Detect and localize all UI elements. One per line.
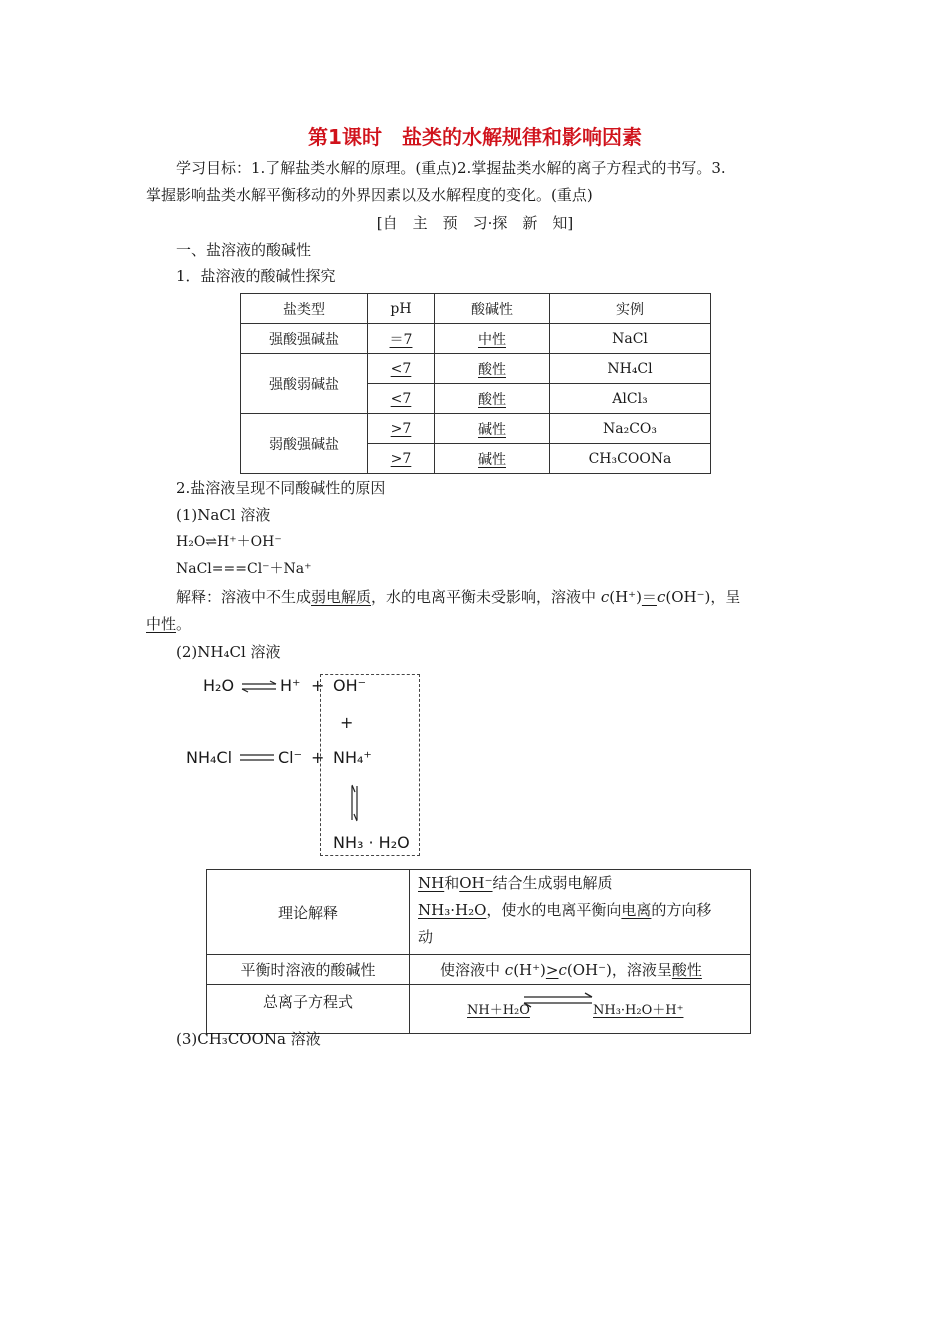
nature-cell: 酸性 [435,384,550,414]
text: 使溶液中 [440,961,505,979]
equation-right: NH₃·H₂O＋H⁺ [593,1003,684,1018]
nacl-equation-2: NaCl===Cl⁻＋Na⁺ [176,561,312,577]
text: c [504,961,514,979]
page-title: 第1课时 盐类的水解规律和影响因素 [308,125,642,149]
heading-2: 2.盐溶液呈现不同酸碱性的原因 [176,479,386,497]
answer-blank: OH⁻ [459,874,493,892]
text: c [656,588,666,606]
diagram-plus: + [311,676,325,695]
section-label: [自 主 预 习·探 新 知] [376,214,574,232]
ph-cell: ＝7 [368,324,435,354]
theory-line [418,870,750,897]
text: (OH⁻)，溶液呈 [566,961,672,979]
text: (OH⁻)，呈 [665,588,741,606]
salt-type-cell: 弱酸强碱盐 [241,414,368,474]
ph-cell: >7 [368,414,435,444]
nacl-explanation [176,587,740,607]
example-cell: NH₄Cl [550,354,711,384]
ph-cell: <7 [368,354,435,384]
objectives-line2: 掌握影响盐类水解平衡移动的外界因素以及水解程度的变化。(重点) [146,186,593,204]
nature-cell: 碱性 [435,444,550,474]
table-header: 实例 [550,294,711,324]
ch3coona-label: (3)CH₃COONa 溶液 [176,1030,321,1048]
text: (H⁺) [513,961,546,979]
equilibrium-arrow-icon [522,992,594,1008]
equation-left: NH＋H₂O [467,1003,530,1018]
row-label: 平衡时溶液的酸碱性 [207,955,410,985]
table-header: 盐类型 [241,294,368,324]
answer-blank: > [545,961,559,979]
answer-blank: 酸性 [671,961,702,979]
diagram-h-plus: H⁺ [280,676,301,695]
text: 。 [176,615,192,633]
text: (H⁺) [609,588,642,606]
reversible-down-arrow-icon [345,784,365,824]
theory-cell [410,870,751,955]
diagram-nh4cl: NH₄Cl [186,748,233,767]
text: ，使水的电离平衡向 [486,901,622,919]
equilibrium-arrow-icon [240,680,278,694]
diagram-h2o: H₂O [203,676,235,695]
text: 结合生成弱电解质 [492,874,613,892]
answer-blank: ＝ [641,588,657,606]
objectives-line1: 学习目标：1.了解盐类水解的原理。(重点)2.掌握盐类水解的离子方程式的书写。3. [176,159,726,177]
diagram-oh-minus: OH⁻ [333,676,367,695]
salt-type-cell: 强酸强碱盐 [241,324,368,354]
equation-cell [410,985,751,1034]
diagram-nh3-h2o: NH₃ · H₂O [333,833,410,852]
text: 和 [444,874,460,892]
theory-line: 动 [418,928,434,946]
nacl-label: (1)NaCl 溶液 [176,506,271,524]
diagram-plus: + [311,748,325,767]
diagram-cl-minus: Cl⁻ [278,748,303,767]
text: ，水的电离平衡未受影响，溶液中 [371,588,601,606]
answer-blank: NH [418,874,445,892]
nacl-explanation-end [146,614,191,634]
example-cell: AlCl₃ [550,384,711,414]
example-cell: CH₃COONa [550,444,711,474]
theory-line [418,897,750,924]
diagram-plus: + [340,713,354,732]
ph-cell: <7 [368,384,435,414]
salt-ph-table [240,293,711,474]
acidity-cell [410,955,751,985]
heading-1: 一、盐溶液的酸碱性 [176,241,312,259]
nature-cell: 碱性 [435,414,550,444]
answer-blank: 电离 [621,901,652,919]
text: c [558,961,567,979]
text: c [600,588,610,606]
text: 的方向移 [651,901,712,919]
nature-cell: 酸性 [435,354,550,384]
answer-blank: 弱电解质 [311,588,372,606]
text: 解释：溶液中不生成 [176,588,312,606]
example-cell: Na₂CO₃ [550,414,711,444]
row-label: 理论解释 [207,870,410,955]
table-header: 酸碱性 [435,294,550,324]
nh4cl-explanation-table [206,869,751,1034]
row-label: 总离子方程式 [207,985,410,1034]
ph-cell: >7 [368,444,435,474]
heading-1-1: 1．盐溶液的酸碱性探究 [176,267,336,285]
example-cell: NaCl [550,324,711,354]
diagram-nh4-plus: NH₄⁺ [333,748,372,767]
answer-blank: 中性 [146,615,177,633]
table-header: pH [368,294,435,324]
salt-type-cell: 强酸弱碱盐 [241,354,368,414]
ionization-arrow-icon [238,752,276,764]
answer-blank: NH₃·H₂O [418,901,487,919]
nature-cell: 中性 [435,324,550,354]
nh4cl-label: (2)NH₄Cl 溶液 [176,643,281,661]
nacl-equation-1: H₂O⇌H⁺＋OH⁻ [176,534,282,550]
